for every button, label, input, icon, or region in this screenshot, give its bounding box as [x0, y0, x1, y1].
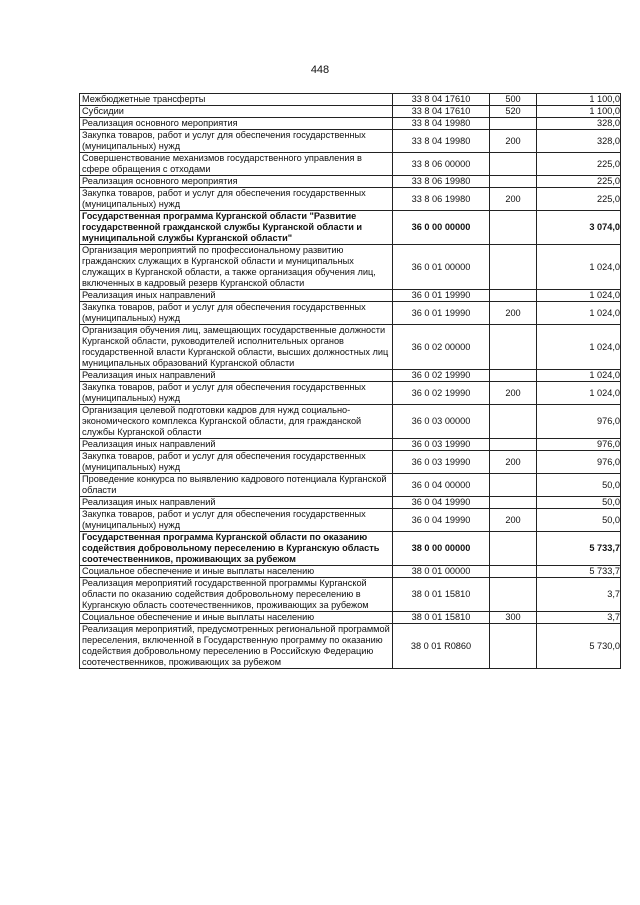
- cell-code: 36 0 04 19990: [393, 509, 490, 532]
- cell-expense-type: 200: [490, 509, 537, 532]
- cell-code: 33 8 04 19980: [393, 130, 490, 153]
- cell-name: Государственная программа Курганской области по оказанию содействия добровольному переселению в Курганскую область соотечественников, проживающих за рубежом: [80, 532, 393, 566]
- cell-code: 36 0 00 00000: [393, 211, 490, 245]
- cell-sum: 50,0: [537, 497, 621, 509]
- cell-sum: 1 024,0: [537, 370, 621, 382]
- cell-name: Закупка товаров, работ и услуг для обеспечения государственных (муниципальных) нужд: [80, 509, 393, 532]
- cell-sum: 1 024,0: [537, 245, 621, 290]
- cell-code: 36 0 01 19990: [393, 302, 490, 325]
- cell-name: Проведение конкурса по выявлению кадрового потенциала Курганской области: [80, 474, 393, 497]
- cell-expense-type: 200: [490, 130, 537, 153]
- cell-name: Социальное обеспечение и иные выплаты населению: [80, 566, 393, 578]
- cell-sum: 328,0: [537, 130, 621, 153]
- cell-name: Реализация основного мероприятия: [80, 176, 393, 188]
- cell-name: Реализация иных направлений: [80, 290, 393, 302]
- cell-name: Совершенствование механизмов государственного управления в сфере обращения с отходами: [80, 153, 393, 176]
- cell-expense-type: [490, 624, 537, 669]
- cell-code: 36 0 04 19990: [393, 497, 490, 509]
- cell-sum: 1 024,0: [537, 302, 621, 325]
- cell-sum: 1 024,0: [537, 382, 621, 405]
- cell-name: Закупка товаров, работ и услуг для обеспечения государственных (муниципальных) нужд: [80, 451, 393, 474]
- table-row: [80, 153, 621, 176]
- cell-name: Организация мероприятий по профессиональному развитию гражданских служащих в Курганской области и муниципальных служащих в Курганской области, а также организация обучения лиц, включенных в кадровый резерв Курганской области: [80, 245, 393, 290]
- cell-name: Закупка товаров, работ и услуг для обеспечения государственных (муниципальных) нужд: [80, 188, 393, 211]
- cell-expense-type: [490, 566, 537, 578]
- cell-expense-type: [490, 370, 537, 382]
- cell-code: 36 0 03 00000: [393, 405, 490, 439]
- cell-code: 36 0 01 00000: [393, 245, 490, 290]
- cell-code: 38 0 01 15810: [393, 612, 490, 624]
- cell-code: 36 0 02 19990: [393, 370, 490, 382]
- cell-code: 36 0 01 19990: [393, 290, 490, 302]
- cell-name: Реализация основного мероприятия: [80, 118, 393, 130]
- cell-name: Организация обучения лиц, замещающих государственные должности Курганской области, руководителей исполнительных органов государственной власти Курганской области, высших должностных лиц муниципальных образований Курганской области: [80, 325, 393, 370]
- table-row: [80, 106, 621, 118]
- cell-expense-type: 520: [490, 106, 537, 118]
- cell-code: 38 0 01 15810: [393, 578, 490, 612]
- cell-sum: 3 074,0: [537, 211, 621, 245]
- cell-expense-type: [490, 290, 537, 302]
- cell-name: Социальное обеспечение и иные выплаты населению: [80, 612, 393, 624]
- cell-expense-type: [490, 325, 537, 370]
- table-row: [80, 325, 621, 370]
- cell-code: 36 0 02 19990: [393, 382, 490, 405]
- cell-name: Межбюджетные трансферты: [80, 94, 393, 106]
- cell-sum: 1 100,0: [537, 106, 621, 118]
- cell-code: 36 0 02 00000: [393, 325, 490, 370]
- budget-table-body: [80, 94, 621, 669]
- cell-expense-type: 500: [490, 94, 537, 106]
- cell-code: 33 8 06 00000: [393, 153, 490, 176]
- cell-expense-type: [490, 153, 537, 176]
- table-row: [80, 94, 621, 106]
- cell-name: Реализация иных направлений: [80, 439, 393, 451]
- cell-sum: 3,7: [537, 578, 621, 612]
- cell-expense-type: [490, 474, 537, 497]
- cell-code: 38 0 00 00000: [393, 532, 490, 566]
- cell-sum: 328,0: [537, 118, 621, 130]
- cell-code: 36 0 04 00000: [393, 474, 490, 497]
- cell-sum: 5 733,7: [537, 532, 621, 566]
- table-row: [80, 566, 621, 578]
- cell-name: Организация целевой подготовки кадров для нужд социально-экономического комплекса Курганской области, для гражданской службы Курганской области: [80, 405, 393, 439]
- cell-code: 38 0 01 00000: [393, 566, 490, 578]
- cell-expense-type: 200: [490, 188, 537, 211]
- cell-sum: 225,0: [537, 188, 621, 211]
- cell-sum: 5 730,0: [537, 624, 621, 669]
- table-row: [80, 290, 621, 302]
- cell-expense-type: [490, 245, 537, 290]
- cell-name: Реализация мероприятий, предусмотренных региональной программой переселения, включенной в Государственную программу по оказанию содействия добровольному переселению в Российскую Федерацию соотечественников, проживающих за рубежом: [80, 624, 393, 669]
- cell-sum: 5 733,7: [537, 566, 621, 578]
- cell-sum: 976,0: [537, 405, 621, 439]
- cell-sum: 50,0: [537, 509, 621, 532]
- page-number: 448: [310, 64, 330, 76]
- table-row: [80, 211, 621, 245]
- cell-code: 36 0 03 19990: [393, 451, 490, 474]
- cell-name: Реализация мероприятий государственной программы Курганской области по оказанию содействия добровольному переселению в Курганскую область соотечественников, проживающих за рубежом: [80, 578, 393, 612]
- cell-name: Субсидии: [80, 106, 393, 118]
- cell-expense-type: [490, 211, 537, 245]
- table-row: [80, 370, 621, 382]
- cell-sum: 225,0: [537, 176, 621, 188]
- cell-name: Закупка товаров, работ и услуг для обеспечения государственных (муниципальных) нужд: [80, 130, 393, 153]
- cell-expense-type: [490, 532, 537, 566]
- cell-name: Реализация иных направлений: [80, 497, 393, 509]
- table-row: [80, 451, 621, 474]
- table-row: [80, 624, 621, 669]
- cell-code: 36 0 03 19990: [393, 439, 490, 451]
- cell-expense-type: [490, 405, 537, 439]
- cell-expense-type: [490, 118, 537, 130]
- table-row: [80, 474, 621, 497]
- cell-name: Реализация иных направлений: [80, 370, 393, 382]
- cell-sum: 976,0: [537, 439, 621, 451]
- cell-code: 33 8 04 19980: [393, 118, 490, 130]
- table-row: [80, 382, 621, 405]
- cell-sum: 1 100,0: [537, 94, 621, 106]
- cell-sum: 50,0: [537, 474, 621, 497]
- cell-sum: 225,0: [537, 153, 621, 176]
- cell-sum: 976,0: [537, 451, 621, 474]
- cell-sum: 3,7: [537, 612, 621, 624]
- cell-expense-type: 200: [490, 302, 537, 325]
- cell-expense-type: [490, 578, 537, 612]
- table-row: [80, 130, 621, 153]
- cell-sum: 1 024,0: [537, 325, 621, 370]
- cell-code: 33 8 04 17610: [393, 106, 490, 118]
- table-row: [80, 612, 621, 624]
- table-row: [80, 245, 621, 290]
- cell-expense-type: 200: [490, 382, 537, 405]
- table-row: [80, 509, 621, 532]
- cell-sum: 1 024,0: [537, 290, 621, 302]
- table-row: [80, 176, 621, 188]
- table-row: [80, 188, 621, 211]
- table-row: [80, 532, 621, 566]
- cell-name: Государственная программа Курганской области "Развитие государственной гражданской службы Курганской области и муниципальной службы Курганской области": [80, 211, 393, 245]
- cell-name: Закупка товаров, работ и услуг для обеспечения государственных (муниципальных) нужд: [80, 302, 393, 325]
- cell-name: Закупка товаров, работ и услуг для обеспечения государственных (муниципальных) нужд: [80, 382, 393, 405]
- table-row: [80, 302, 621, 325]
- table-row: [80, 497, 621, 509]
- table-row: [80, 405, 621, 439]
- table-row: [80, 118, 621, 130]
- cell-code: 38 0 01 R0860: [393, 624, 490, 669]
- cell-expense-type: [490, 497, 537, 509]
- cell-code: 33 8 06 19980: [393, 188, 490, 211]
- cell-expense-type: 200: [490, 451, 537, 474]
- cell-expense-type: 300: [490, 612, 537, 624]
- cell-code: 33 8 04 17610: [393, 94, 490, 106]
- budget-table: [79, 93, 621, 669]
- cell-expense-type: [490, 439, 537, 451]
- cell-code: 33 8 06 19980: [393, 176, 490, 188]
- table-row: [80, 439, 621, 451]
- table-row: [80, 578, 621, 612]
- cell-expense-type: [490, 176, 537, 188]
